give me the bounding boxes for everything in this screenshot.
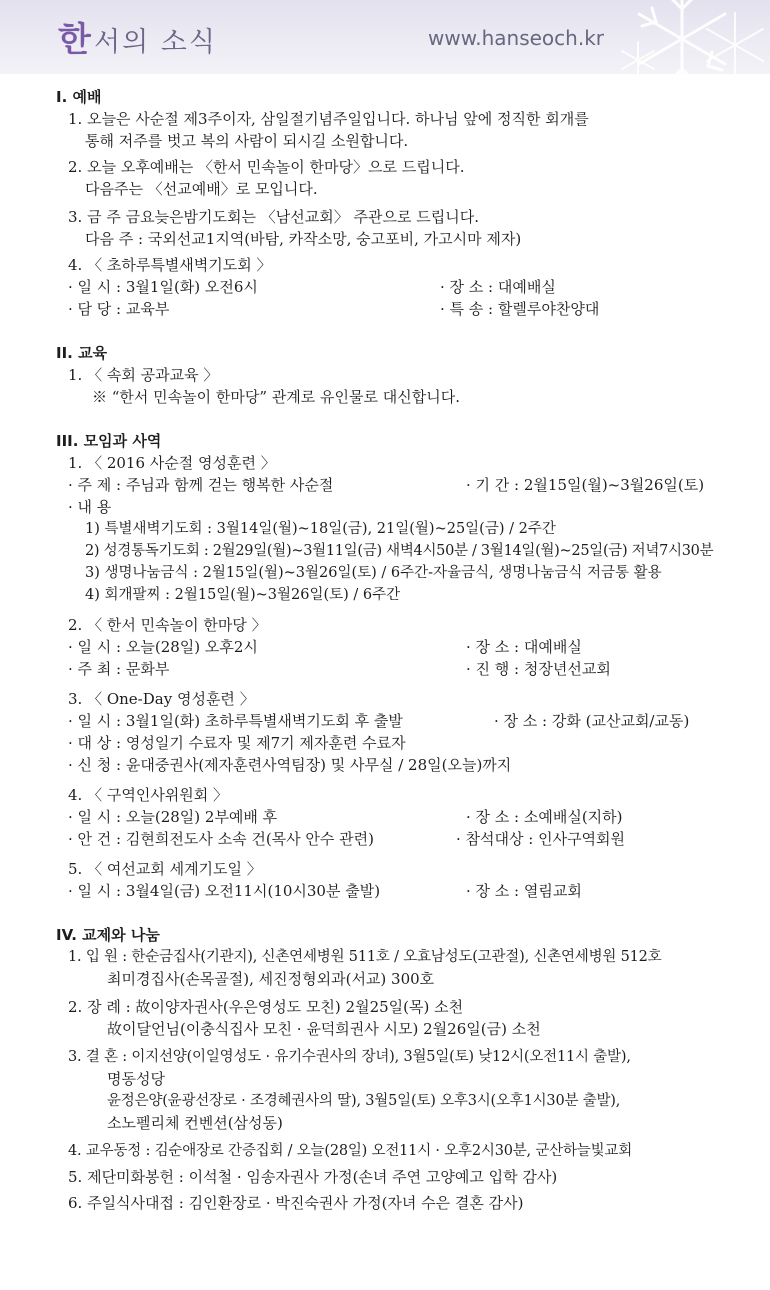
- detail-right: · 참석대상 : 인사구역회원: [456, 830, 626, 848]
- logo-title: 서의 소식: [94, 27, 217, 58]
- fellowship-item-4: 4. 교우동정 : 김순애장로 간증집회 / 오늘(28일) 오전11시 · 오후2시30분, 군산하늘빛교회: [68, 1143, 633, 1159]
- detail-row: [56, 658, 752, 680]
- section-heading: IV. 교제와 나눔: [56, 926, 160, 944]
- fellowship-item-1: 1. 입 원 : 한순금집사(기관지), 신촌연세병원 511호 / 오효남성도(고관절), 신촌연세병원 512호: [68, 949, 662, 965]
- program-line: 4) 회개팔찌 : 2월15일(월)~3월26일(토) / 6주간: [85, 587, 401, 603]
- detail-row: [56, 828, 752, 850]
- ministry-item-1: 1. 〈 2016 사순절 영성훈련 〉: [68, 454, 276, 472]
- fellowship-item-3: 3. 결 혼 : 이지선양(이일영성도 · 유기수권사의 장녀), 3월5일(토) 낮12시(오전11시 출발),: [68, 1049, 631, 1065]
- fellowship-item-2-cont: 故이달언님(이충식집사 모친 · 윤덕희권사 시모) 2월26일(금) 소천: [107, 1020, 541, 1038]
- detail-right: · 장 소 : 소예배실(지하): [466, 808, 623, 826]
- detail-row: · 신 청 : 윤대중권사(제자훈련사역팀장) 및 사무실 / 28일(오늘)까지: [68, 756, 512, 774]
- program-line: 1) 특별새벽기도회 : 3월14일(월)~18일(금), 21일(월)~25일(금) / 2주간: [85, 521, 556, 537]
- worship-item-3: 3. 금 주 금요늦은밤기도회는 〈남선교회〉 주관으로 드립니다.: [68, 208, 479, 226]
- fellowship-item-3-cont: 윤정은양(윤광선장로 · 조경혜권사의 딸), 3월5일(토) 오후3시(오후1시30분 출발),: [107, 1093, 621, 1109]
- detail-left: · 주 제 : 주님과 함께 걷는 행복한 사순절: [68, 476, 334, 494]
- detail-left: · 담 당 : 교육부: [68, 300, 170, 318]
- detail-row: [56, 276, 752, 298]
- program-line: 3) 생명나눔금식 : 2월15일(월)~3월26일(토) / 6주간-자율금식, 생명나눔금식 저금통 활용: [85, 565, 662, 581]
- fellowship-item-3-cont: 소노펠리체 컨벤션(삼성동): [107, 1114, 283, 1132]
- detail-right: · 진 행 : 청장년선교회: [466, 660, 611, 678]
- fellowship-item-6: 6. 주일식사대접 : 김인환장로 · 박진숙권사 가정(자녀 수은 결혼 감사): [68, 1194, 524, 1212]
- detail-right: · 장 소 : 대예배실: [440, 278, 556, 296]
- snowflake-icon: [700, 10, 770, 80]
- worship-item-3-cont: 다음 주 : 국외선교1지역(바탐, 카작소망, 숭고포비, 가고시마 제자): [85, 230, 522, 248]
- fellowship-item-5: 5. 제단미화봉헌 : 이석철 · 임송자권사 가정(손녀 주연 고양예고 입학 감사): [68, 1168, 558, 1186]
- ministry-item-5: 5. 〈 여선교회 세계기도일 〉: [68, 860, 262, 878]
- detail-row: [56, 298, 752, 320]
- detail-right: · 장 소 : 강화 (교산교회/교동): [494, 712, 690, 730]
- detail-row: · 대 상 : 영성일기 수료자 및 제7기 제자훈련 수료자: [68, 734, 406, 752]
- detail-right: · 기 간 : 2월15일(월)~3월26일(토): [466, 476, 705, 494]
- detail-row: [56, 710, 752, 732]
- worship-item-1-cont: 통해 저주를 벗고 복의 사람이 되시길 소원합니다.: [85, 132, 409, 150]
- detail-row: [56, 880, 752, 902]
- snowflake-icon: [618, 40, 658, 80]
- header-band: [0, 0, 770, 74]
- program-line: 2) 성경통독기도회 : 2월29일(월)~3월11일(금) 새벽4시50분 / 3월14일(월)~25일(금) 저녁7시30분: [85, 543, 714, 559]
- detail-left: · 일 시 : 3월1일(화) 초하루특별새벽기도회 후 출발: [68, 712, 403, 730]
- ministry-item-4: 4. 〈 구역인사위원회 〉: [68, 786, 229, 804]
- detail-row: · 내 용: [68, 498, 112, 516]
- ministry-item-3: 3. 〈 One-Day 영성훈련 〉: [68, 690, 255, 708]
- worship-item-2: 2. 오늘 오후예배는 〈한서 민속놀이 한마당〉으로 드립니다.: [68, 158, 465, 176]
- detail-left: · 주 최 : 문화부: [68, 660, 170, 678]
- detail-left: · 일 시 : 3월4일(금) 오전11시(10시30분 출발): [68, 882, 381, 900]
- worship-item-1: 1. 오늘은 사순절 제3주이자, 삼일절기념주일입니다. 하나님 앞에 정직한 회개를: [68, 110, 589, 128]
- detail-right: · 장 소 : 열림교회: [466, 882, 582, 900]
- detail-row: [56, 474, 752, 496]
- section-heading: III. 모임과 사역: [56, 432, 162, 450]
- detail-row: [56, 636, 752, 658]
- bulletin-body: [56, 86, 752, 1214]
- logo-accent: 한: [58, 20, 91, 60]
- website-url[interactable]: www.hanseoch.kr: [428, 26, 604, 50]
- detail-left: · 일 시 : 오늘(28일) 2부예배 후: [68, 808, 278, 826]
- fellowship-item-2: 2. 장 례 : 故이양자권사(우은영성도 모친) 2월25일(목) 소천: [68, 998, 464, 1016]
- section-heading: I. 예배: [56, 88, 102, 106]
- detail-row: [56, 806, 752, 828]
- fellowship-item-1-cont: 최미경집사(손목골절), 세진정형외과(서교) 300호: [107, 970, 435, 988]
- education-item-1: 1. 〈 속회 공과교육 〉: [68, 366, 219, 384]
- education-note: ※ “한서 민속놀이 한마당” 관계로 유인물로 대신합니다.: [92, 388, 461, 406]
- worship-item-4: 4. 〈 초하루특별새벽기도회 〉: [68, 256, 272, 274]
- fellowship-item-3-cont: 명동성당: [107, 1070, 165, 1088]
- detail-left: · 일 시 : 오늘(28일) 오후2시: [68, 638, 258, 656]
- detail-left: · 안 건 : 김현희전도사 소속 건(목사 안수 관련): [68, 830, 375, 848]
- detail-right: · 장 소 : 대예배실: [466, 638, 582, 656]
- detail-left: · 일 시 : 3월1일(화) 오전6시: [68, 278, 258, 296]
- ministry-item-2: 2. 〈 한서 민속놀이 한마당 〉: [68, 616, 267, 634]
- detail-right: · 특 송 : 할렐루야찬양대: [440, 300, 600, 318]
- section-heading: II. 교육: [56, 344, 108, 362]
- worship-item-2-cont: 다음주는 〈선교예배〉로 모입니다.: [85, 180, 318, 198]
